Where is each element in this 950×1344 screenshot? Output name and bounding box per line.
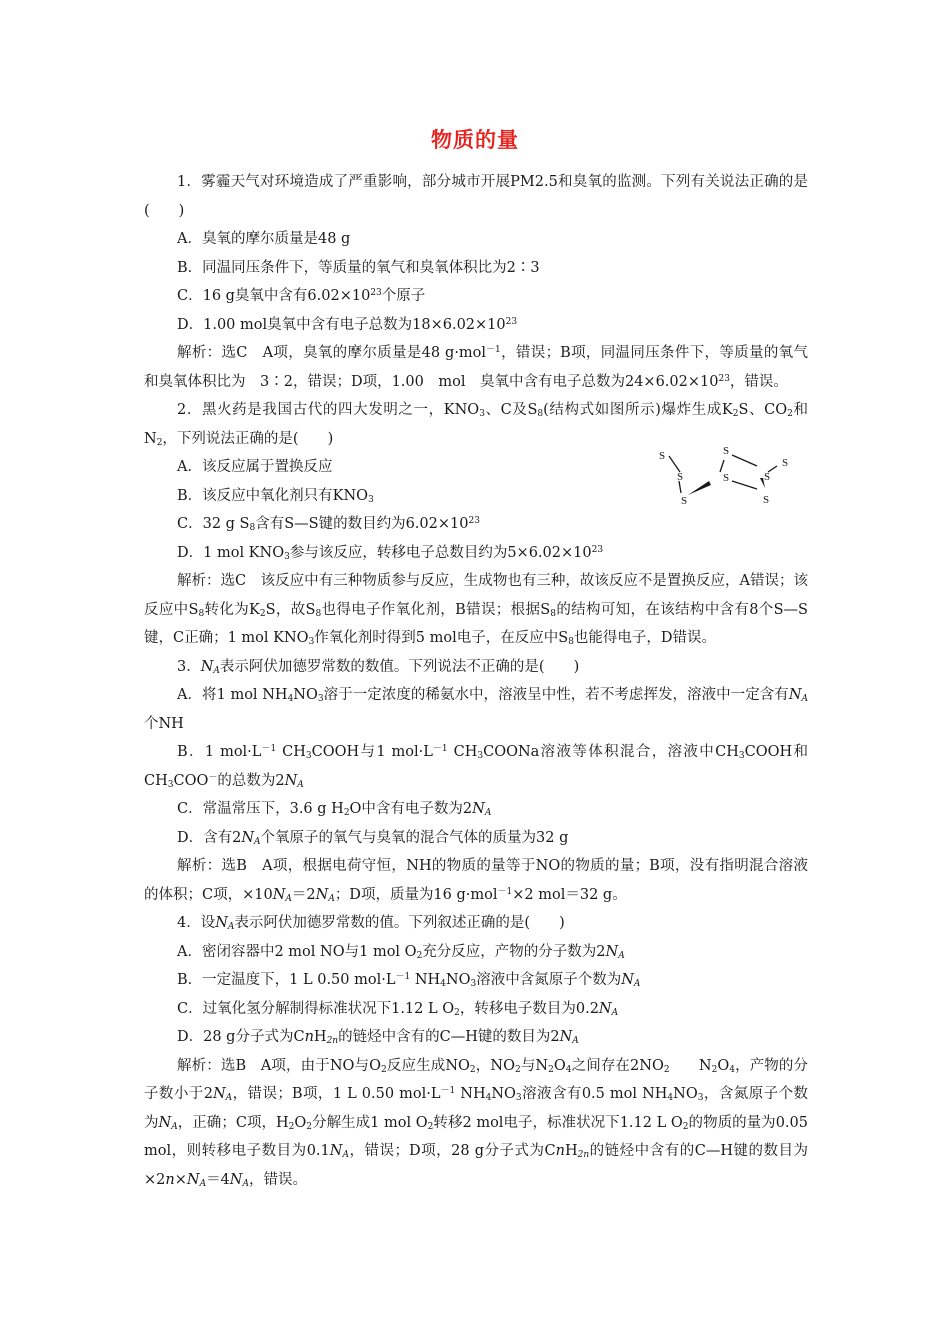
question-stem: 3．$N_A$表示阿伏加德罗常数的数值。下列说法不正确的是( ) bbox=[177, 658, 580, 676]
s8-atom-label: S bbox=[723, 472, 730, 484]
question-list bbox=[144, 168, 808, 1194]
answer-option: B．该反应中氧化剂只有$KNO_3$ bbox=[177, 487, 374, 505]
s8-atom-label: S bbox=[782, 457, 789, 469]
s8-atom-label: S bbox=[723, 445, 730, 457]
question-stem: 4．设$N_A$表示阿伏加德罗常数的值。下列叙述正确的是( ) bbox=[177, 915, 565, 932]
s8-atom-label: S bbox=[659, 450, 666, 462]
analysis-text: 解析：选C A项，臭氧的摩尔质量是48 g·mol$^{-1}$，错误；B项，同温同压条件下，等质量的氧气和臭氧体积比为 3∶2，错误；D项，1.00 mol 臭氧中含有电子总数为$24\times 6.02\times 10^{23}$，错误。 bbox=[144, 345, 808, 390]
answer-option: D．28 g分子式为CnH$_{2n}$的链烃中含有的C—H键的数目为$2N_A$ bbox=[177, 1029, 579, 1046]
analysis-text: 解析：选C 该反应中有三种物质参与反应，生成物也有三种，故该反应不是置换反应，A错误；该反应中$S_8$转化为$K_2S$，故$S_8$也得电子作氧化剂，B错误；根据$S_8$的结构可知，在该结构中含有8个S—S键，C正确；1 mol $KNO_3$作氧化剂时得到5 mol电子，在反应中$S_8$也能得电子，D错误。 bbox=[144, 573, 808, 647]
answer-option: D．含有$2N_A$个氧原子的氧气与臭氧的混合气体的质量为32 g bbox=[177, 829, 569, 847]
answer-option: C．16 g臭氧中含有$6.02\times 10^{23}$个原子 bbox=[177, 288, 426, 304]
question-stem: 2．黑火药是我国古代的四大发明之一，$KNO_3$、C及$S_8$(结构式如图所示)爆炸生成$K_2S$、$CO_2$和$N_2$，下列说法正确的是( ) bbox=[144, 402, 809, 448]
s8-atom-label: S bbox=[681, 495, 688, 507]
answer-option: D．1 mol $KNO_3$参与该反应，转移电子总数目约为$5\times 6.02\times 10^{23}$ bbox=[177, 544, 604, 562]
answer-option: C．过氧化氢分解制得标准状况下1.12 L $O_2$，转移电子数目为$0.2N_A$ bbox=[177, 1000, 619, 1018]
answer-option: B．一定温度下，1 L 0.50 $mol\cdot L^{-1}$ $NH_4NO_3$溶液中含氮原子个数为$N_A$ bbox=[177, 972, 641, 989]
answer-option: D．1.00 mol臭氧中含有电子总数为$18\times 6.02\times 10^{23}$ bbox=[177, 316, 518, 333]
answer-option: A．密闭容器中2 mol NO与1 mol $O_2$充分反应，产物的分子数为$2N_A$ bbox=[177, 943, 625, 961]
analysis-text: 解析：选B A项，由于NO与$O_2$反应生成$NO_2$，$NO_2$与$N_2O_4$之间存在$2NO_2$ $N_2O_4$，产物的分子数小于$2N_A$，错误；B项，1 L 0.50 $mol\cdot L^{-1}$ $NH_4NO_3$溶液含有0.5 mol $NH_4NO_3$，含氮原子个数为$N_A$，正确；C项，$H_2O_2$分解生成1 mol $O_2$转移2 mol电子，标准状况下1.12 L $O_2$的物质的量为0.05 mol，则转移电子数目为$0.1N_A$，错误；D项，28 g分子式为CnH$_{2n}$的链烃中含有的C—H键的数目为$\times 2n\times N_A=4N_A$，错误。 bbox=[144, 1057, 809, 1189]
answer-option: A．该反应属于置换反应 bbox=[177, 459, 333, 475]
answer-option: C．32 g $S_8$含有S—S键的数目约为$6.02\times 10^{23}$ bbox=[177, 516, 480, 533]
page-title: 物质的量 bbox=[431, 128, 519, 152]
answer-option: A．臭氧的摩尔质量是48 g bbox=[177, 231, 351, 247]
answer-option: C．常温常压下，3.6 g $H_2O$中含有电子数为$2N_A$ bbox=[177, 801, 492, 818]
answer-option: A．将1 mol $NH_4NO_3$溶于一定浓度的稀氨水中，溶液呈中性，若不考虑挥发，溶液中一定含有$N_A$个NH bbox=[144, 687, 809, 732]
s8-atom-label: S bbox=[764, 471, 771, 483]
s8-atom-label: S bbox=[763, 494, 770, 506]
question-stem: 1．雾霾天气对环境造成了严重影响，部分城市开展PM2.5和臭氧的监测。下列有关说法正确的是( ) bbox=[144, 174, 808, 219]
s8-atom-label: S bbox=[677, 471, 684, 483]
analysis-text: 解析：选B A项，根据电荷守恒，NH的物质的量等于NO的物质的量；B项，没有指明混合溶液的体积；C项，$\times 10N_A=2N_A$；D项，质量为16 g·mol$^{-1}$×2 mol＝32 g。 bbox=[144, 858, 808, 904]
answer-option: B．同温同压条件下，等质量的氧气和臭氧体积比为2∶3 bbox=[177, 259, 540, 276]
answer-option: B．1 $mol\cdot L^{-1}$ $CH_3COOH$与1 $mol\cdot L^{-1}$ $CH_3COONa$溶液等体积混合，溶液中$CH_3COOH$和$CH_3COO^-$的总数为$2N_A$ bbox=[144, 744, 808, 790]
